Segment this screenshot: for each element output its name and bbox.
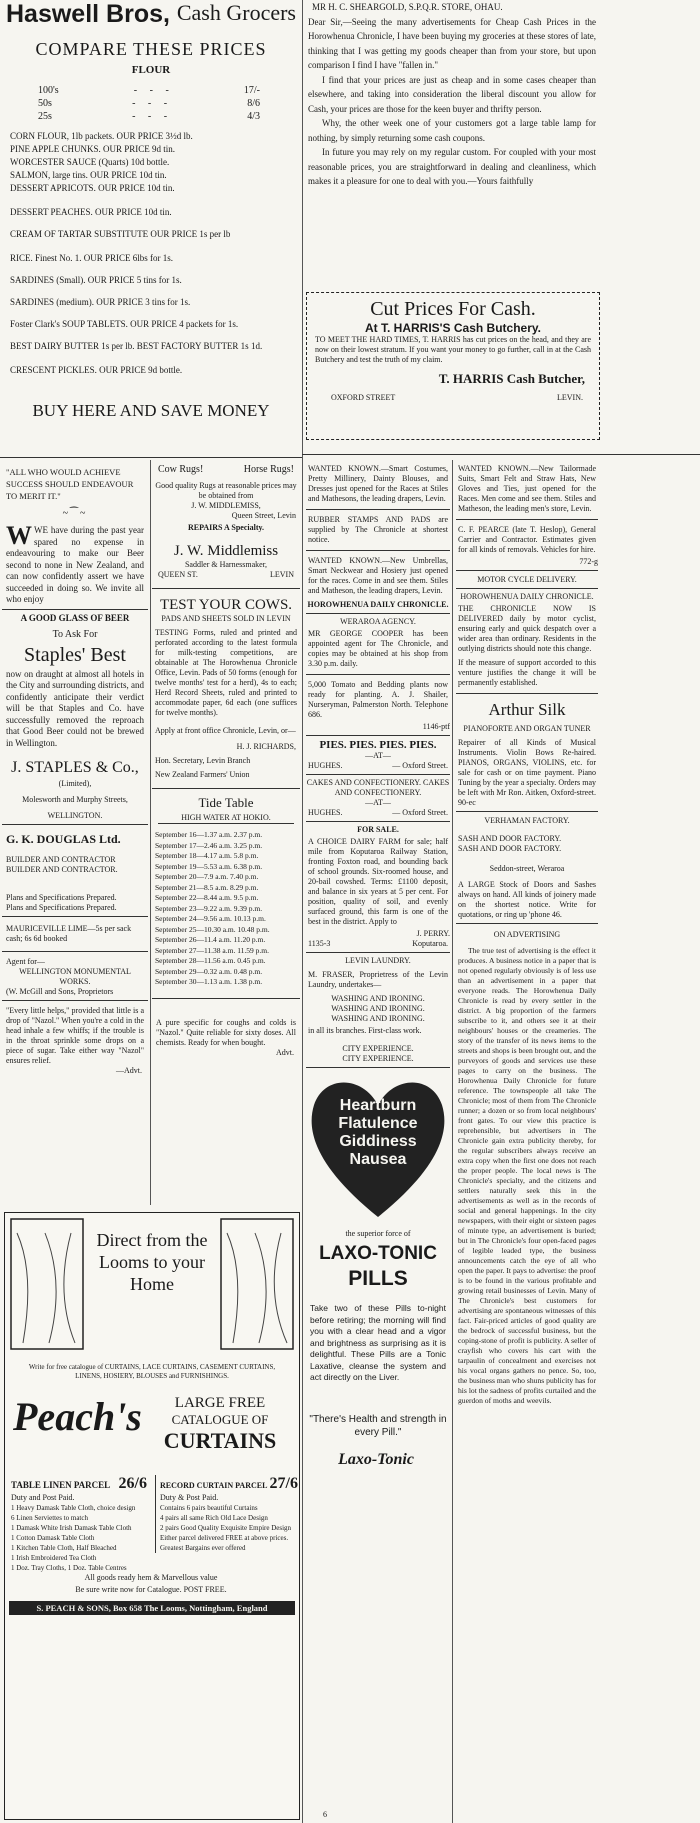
tide-subheading: HIGH WATER AT HOKIO. (158, 813, 294, 824)
tide-row: September 29—0.32 a.m. 0.48 p.m. (155, 966, 263, 976)
tide-row: September 30—1.13 a.m. 1.38 p.m. (155, 977, 263, 986)
price-item: CREAM OF TARTAR SUBSTITUTE OUR PRICE 1s per lb (10, 229, 231, 239)
laundry-experience: CITY EXPERIENCE. (342, 1054, 414, 1063)
factory-line: SASH AND DOOR FACTORY. (458, 844, 562, 853)
laxo-symptom: Flatulence (338, 1115, 418, 1132)
tide-table (152, 830, 300, 988)
harris-town: LEVIN. (557, 393, 583, 402)
column-rule (452, 460, 453, 1823)
flour-row: 25s - - - 4/3 (38, 111, 260, 122)
success-quote: "ALL WHO WOULD ACHIEVE SUCCESS SHOULD ENDEAVOUR TO MERIT IT." (6, 467, 134, 501)
lime-ad: MAURICEVILLE LIME—5s per sack cash; 6s 6d booked (6, 924, 132, 943)
silk-name: Arthur Silk (488, 700, 566, 719)
tide-row: September 28—11.56 a.m. 0.45 p.m. (155, 956, 266, 965)
cows-secretary: Hon. Secretary, Levin Branch (155, 756, 251, 765)
parcel-item: 1 Doz. Tray Cloths, 1 Doz. Table Centres (11, 1564, 127, 1572)
douglas-name: G. K. DOUGLAS Ltd. (6, 832, 121, 846)
price-item: PINE APPLE CHUNKS. OUR PRICE 9d tin. (10, 144, 176, 154)
staples-heading: A GOOD GLASS OF BEER (20, 612, 130, 623)
price-item: RICE. Finest No. 1. OUR PRICE 6lbs for 1s. (10, 253, 174, 263)
peach-goods: All goods ready hem & Marvellous value (84, 1573, 218, 1582)
advertising-body: The true test of advertising is the effect it produces. A business notice in a paper that is not opened regularly obviously is of less use than an advertisement in a paper that everyone reads. The Horowhenua Daily Chronicle is read by every settler in the district. A big proportion of the farmers subscribe to it, and others see it at their neighbours' houses or the creameries. The story of the transfer of its news items to the streets and shops is been brought out, and the purveyors of goods and services use these pages to carry on the business. The Horowhenua Daily Chronicle for future reference. The townspeople all take The Chronicle; most of them from The Chronicle runner; a dozen or so from local neighbours' front gates. To our view this practice is reprehensible, but advertisers in The Chronicle gain extra publicity thereby, for the regular subscribers always receive an extra copy when the first one does not reach the proper people. The local news is The Chronicle's specialty, and the citizens and settlers naturally seek this in the advertisements as well as in the records of social and general happenings. In the city newspapers, with their eight or sixteen pages of minute type, an advertisement is buried; but in The Chronicle's four open-faced pages of legible leaded type, the business announcements catch the eye of all who open the paper. It pays to advertise: the proof is to be found in the various profitable and growing retail businesses of Levin. Many of The Chronicle's best customers for advertising are spontaneous witnesses of this fact. Fair-priced articles of good quality are the bedrock of successful business, but the coping-stone of profit is publicity. A seller of crayfish who covers his cart with the tarpaulin of concealment and exercises not his vocal organs gathers no pence. So, too, the business man who shuns publicity has for his lot the sadness of profits curtailed and the guerdon of moths and weevils. (458, 946, 596, 1405)
letter-address: MR H. C. SHEARGOLD, S.P.Q.R. STORE, OHAU. (312, 2, 503, 12)
column-d (456, 462, 598, 1823)
harris-heading: Cut Prices For Cash. (370, 298, 536, 320)
laxo-name: LAXO-TONIC (319, 1243, 437, 1264)
sale-place: Koputaroa. (412, 939, 448, 948)
agency-body: MR GEORGE COOPER has been appointed agent for The Chronicle, and copies may be obtained at his shop from 3.30 p.m. daily. (308, 629, 448, 668)
laundry-owner: M. FRASER, Proprietress of the Levin Laundry, undertakes— (308, 970, 448, 989)
pies-name: HUGHES. (308, 761, 343, 770)
douglas-plans: Plans and Specifications Prepared. (6, 893, 117, 902)
tide-row: September 20—7.9 a.m. 7.40 p.m. (155, 872, 259, 881)
factory-heading: VERHAMAN FACTORY. (484, 816, 570, 825)
success-body-text: WE have during the past year spared no expense in endeavouring to make our Beer second to none in New Zealand, and can now confidently assert we have succeeded in doing so. We invite all who enjoy (6, 525, 144, 604)
parcel-heading: TABLE LINEN PARCEL (11, 1480, 111, 1490)
peach-curtains: CURTAINS (163, 1428, 277, 1453)
letter-body: Why, the other week one of your customers got a large table lamp for nothing, by simply returning some cash coupons. (308, 118, 596, 143)
cakes-name: HUGHES. (308, 808, 343, 817)
tide-row: September 23—9.22 a.m. 9.39 p.m. (155, 903, 263, 913)
flour-row: 50s - - - 8/6 (38, 98, 260, 109)
rugs-heading: Horse Rugs! (243, 464, 294, 475)
cows-body: TESTING Forms, ruled and printed and perforated according to the latest formula for milk-testing competitions, are obtainable at The Horowhenua Chronicle Office, Levin. Pads of 50 forms (enough for twelve months' test for a herd), 4s to each; Herd Record Sheets, ruled and printed to accommodate paper, 6d each (one suffices for twelve months). (155, 628, 297, 717)
parcel-item: 1 Cotton Damask Table Cloth (11, 1534, 95, 1542)
specific-tag: Advt. (276, 1047, 294, 1057)
douglas-line: BUILDER AND CONTRACTOR. (6, 865, 118, 874)
column-b (152, 462, 300, 1207)
parcel-item: Either parcel delivered FREE at above prices. (160, 1534, 289, 1542)
factory-address: Seddon-street, Weraroa (489, 864, 565, 873)
douglas-plans: Plans and Specifications Prepared. (6, 903, 117, 912)
cows-union: New Zealand Farmers' Union (155, 770, 250, 779)
silk-ref: 90-ec (458, 798, 476, 807)
peach-large: LARGE FREE (174, 1395, 266, 1411)
monumental-agent: Agent for— (6, 957, 45, 966)
agency-sub: WERAROA AGENCY. (340, 617, 416, 626)
tide-row: September 19—5.53 a.m. 6.38 p.m. (155, 861, 263, 871)
rugs-heading: Cow Rugs! (158, 464, 204, 475)
price-item: SALMON, large tins. OUR PRICE 10d tin. (10, 170, 167, 180)
price-item: CORN FLOUR, 1lb packets. OUR PRICE 3½d lb. (10, 131, 193, 141)
price-item: SARDINES (Small). OUR PRICE 5 tins for 1s. (10, 275, 182, 285)
agency-heading: HOROWHENUA DAILY CHRONICLE. (307, 600, 449, 609)
flour-heading: FLOUR (131, 64, 171, 76)
rugs-street: QUEEN ST. (158, 570, 198, 579)
flour-list (2, 76, 300, 123)
tomato-tag: 1146-ptf (422, 722, 450, 731)
specific-ad: A pure specific for coughs and colds is "Nazol." Quite reliable for sixty doses. All chemists. Ready for when bought. (156, 1017, 296, 1047)
advertising-heading: ON ADVERTISING (493, 930, 561, 939)
pies-at: —AT— (365, 751, 391, 760)
parcel-item: 2 pairs Good Quality Exquisite Empire Design (160, 1524, 292, 1532)
staples-body: now on draught at almost all hotels in the City and surrounding districts, and confidently anticipate their verdict will be that Staples and Co. have successfully removed the reproach that Good Beer could not be brewed in Wellington. (6, 668, 144, 748)
nazol-ad: "Every little helps," provided that little is a drop of "Nazol." When you're a cold in the head inhale a few whiffs; if the trouble is in the throat sprinkle some drops on a piece of sugar. Take either way "Nazol" ensures relief. (6, 1006, 144, 1065)
ornament: ~⁀~ (62, 508, 88, 519)
parcel-item: 1 Damask White Irish Damask Table Cloth (11, 1524, 132, 1532)
sale-name: J. PERRY. (416, 929, 450, 938)
harris-street: OXFORD STREET (331, 393, 396, 402)
cows-apply: Apply at front office Chronicle, Levin, or— (155, 726, 296, 735)
tide-row: September 26—11.4 a.m. 11.20 p.m. (155, 935, 266, 944)
motor-body: If the measure of support accorded to this venture justifies the change it will be permanently established. (458, 658, 596, 687)
staples-ltd: (Limited), (58, 779, 92, 788)
cakes-heading: CAKES AND CONFECTIONERY. CAKES AND CONFECTIONERY. (306, 778, 450, 797)
price-item: Foster Clark's SOUP TABLETS. OUR PRICE 4 packets for 1s. (10, 319, 239, 329)
laxo-symptom: Giddiness (339, 1133, 417, 1150)
silk-body: Repairer of all Kinds of Musical Instruments. Violin Bows Re-haired. PIANOS, ORGANS, VIOLINS, etc. for sale for cash or on time payment. Piano Tuning by the year a specialty. Orders may be left with Mr Ron. Aitken, Oxford-street. (458, 738, 596, 797)
parcel-sub: Duty and Post Paid. (11, 1493, 75, 1502)
laundry-heading: LEVIN LAUNDRY. (345, 956, 411, 965)
success-body: WWE have during the past year spared no expense in endeavouring to make our Beer second to none in New Zealand, and can now confidently assert we have succeeded in doing so. We invite all who enjoy (6, 521, 144, 604)
cakes-street: — Oxford Street. (392, 808, 448, 817)
tide-row: September 21—8.5 a.m. 8.29 p.m. (155, 882, 259, 892)
harris-ad (306, 292, 600, 440)
harris-subheading: At T. HARRIS'S Cash Butchery. (365, 321, 541, 335)
tide-row: September 17—2.46 a.m. 3.25 p.m. (155, 840, 263, 850)
factory-line: SASH AND DOOR FACTORY. (458, 834, 562, 843)
rugs-firm: J. W. Middlemiss (173, 543, 279, 559)
rugs-trade: Saddler & Harnessmaker, (184, 560, 268, 569)
laundry-line: WASHING AND IRONING. (331, 1014, 425, 1023)
pearce-ad: C. F. PEARCE (late T. Heslop), General Carrier and Contractor. Estimates given for all kinds of removals. Vehicles for hire. (458, 525, 596, 554)
rugs-repairs: REPAIRS A Specialty. (187, 523, 265, 532)
price-item: SARDINES (medium). OUR PRICE 3 tins for 1s. (10, 297, 191, 307)
peach-firm: S. PEACH & SONS, Box 658 The Looms, Nottingham, England (9, 1601, 295, 1615)
parcel-price: 26/6 (118, 1475, 147, 1492)
peach-body: Write for free catalogue of CURTAINS, LACE CURTAINS, CASEMENT CURTAINS, LINENS, HOSIERY, BLOUSES and FURNISHINGS. (28, 1363, 276, 1380)
price-item: WORCESTER SAUCE (Quarts) 10d bottle. (10, 157, 170, 167)
haswell-ad (2, 0, 300, 455)
pies-heading: PIES. PIES. PIES. PIES. (319, 739, 437, 751)
sale-heading: FOR SALE. (357, 825, 399, 834)
parcel-item: 1 Kitchen Table Cloth, Half Bleached (11, 1544, 117, 1552)
sale-ref: 1135-3 (308, 939, 331, 948)
monumental-name: WELLINGTON MONUMENTAL WORKS. (19, 967, 131, 986)
column-rule (302, 0, 303, 1823)
laxo-body: Take two of these Pills to-night before retiring; the morning will find you with a clear head and a vigor and brightness as surprising as it is delightful. These Pills are a Tonic Laxative, cleanse the system and act directly on the Liver. (310, 1303, 446, 1382)
silk-trade: PIANOFORTE AND ORGAN TUNER (463, 724, 591, 733)
compare-heading: COMPARE THESE PRICES (35, 39, 267, 59)
staples-address: Molesworth and Murphy Streets, (22, 795, 128, 804)
tide-heading: Tide Table (198, 795, 254, 810)
staples-city: WELLINGTON. (47, 811, 103, 820)
rubber-stamps-ad: RUBBER STAMPS AND PADS are supplied by The Chronicle at shortest notice. (308, 515, 448, 544)
sheargold-letter (308, 0, 596, 285)
letter-body: I find that your prices are just as cheap and in some cases cheaper than elsewhere, and taking into consideration the liberal discount you allow for Cash, your prices are those for the keen buyer and thrifty person. (308, 74, 596, 114)
parcel-item: 1 Irish Embroidered Tea Cloth (11, 1554, 97, 1562)
motor-body: THE CHRONICLE NOW IS DELIVERED daily by motor cyclist, ensuring early and quick despatch over a wider area than ordinary. Residents in the outlying districts should note this change. (458, 604, 596, 653)
staples-ask: To Ask For (52, 628, 98, 640)
letter-body: Dear Sir,—Seeing the many advertisements for Cheap Cash Prices in the Horowhenua Chronicle, I have been buying my groceries at these stores of late, thinking that I was getting my goods cheaper than from your store, but upon comparison I find I have "fallen in." (308, 16, 596, 70)
parcel-item: 6 Linen Serviettes to match (11, 1514, 88, 1522)
cows-subheading: PADS AND SHEETS SOLD IN LEVIN (161, 614, 291, 623)
parcel-heading: RECORD CURTAIN PARCEL (160, 1481, 268, 1490)
peach-ad (4, 1212, 300, 1820)
tide-row: September 16—1.37 a.m. 2.37 p.m. (155, 830, 263, 839)
price-item: DESSERT APRICOTS. OUR PRICE 10d tin. (10, 183, 175, 193)
motor-heading: MOTOR CYCLE DELIVERY. (477, 575, 577, 584)
parcel-item: 1 Heavy Damask Table Cloth, choice design (11, 1504, 136, 1512)
douglas-line: BUILDER AND CONTRACTOR (6, 855, 116, 864)
price-item: BEST DAIRY BUTTER 1s per lb. BEST FACTORY BUTTER 1s 1d. (10, 341, 263, 351)
flour-row: 100's - - - 17/- (38, 85, 260, 96)
tide-row: September 25—10.30 a.m. 10.48 p.m. (155, 924, 270, 934)
monumental-owner: (W. McGill and Sons, Proprietors (6, 987, 114, 996)
haswell-name: Haswell Bros, (6, 0, 170, 28)
laundry-line: WASHING AND IRONING. (331, 994, 425, 1003)
tide-row: September 27—11.38 a.m. 11.59 p.m. (155, 945, 270, 955)
nazol-tag: —Advt. (116, 1066, 142, 1075)
parcel-item: 4 pairs all same Rich Old Lace Design (160, 1514, 268, 1522)
letter-body: In future you may rely on my regular custom. For coupled with your most reasonable prices, you are straightforward in dealing and cleanliness, which makes it a pleasure for one to deal with you.—Yours faithfully (308, 147, 596, 186)
peach-catalogue: CATALOGUE OF (171, 1412, 269, 1427)
haswell-slogan: BUY HERE AND SAVE MONEY (32, 401, 270, 420)
parcel-sub: Duty & Post Paid. (160, 1493, 219, 1502)
price-item: DESSERT PEACHES. OUR PRICE 10d tin. (10, 207, 172, 217)
haswell-tagline: Cash Grocers (176, 0, 296, 25)
laxo-symptom: Nausea (349, 1151, 407, 1168)
price-list (2, 123, 300, 385)
sale-body: A CHOICE DAIRY FARM for sale; half mile from Koputaroa Railway Station, fronting Foxton road, and bounding back of school grounds. Six-roomed house, and 20-bail cowshed. Terms: £1100 deposit, and balance in six years at 5 per cent. For position, quality of soil, and evenly surfaced ground, this farm is one of the best in the district. Apply to (308, 837, 448, 926)
motor-subheading: HOROWHENUA DAILY CHRONICLE. (460, 592, 594, 601)
peach-order: Be sure write now for Catalogue. POST FREE. (75, 1585, 227, 1594)
rugs-body: Good quality Rugs at reasonable prices may be obtained from (155, 481, 297, 500)
tide-row: September 18—4.17 a.m. 5.8 p.m. (155, 851, 259, 860)
rugs-town: LEVIN (270, 570, 294, 579)
laundry-experience: CITY EXPERIENCE. (342, 1044, 414, 1053)
tide-row: September 22—8.44 a.m. 9.5 p.m. (155, 893, 259, 902)
pearce-tag: 772-g (579, 557, 598, 566)
column-c (306, 462, 450, 1823)
tomato-ad: 5,000 Tomato and Bedding plants now ready for planting. A. J. Shailer, Nurseryman, Palmerston North. Telephone 686. (308, 680, 448, 719)
laxo-logo: Laxo-Tonic (338, 1451, 414, 1468)
harris-name: T. HARRIS Cash Butcher, (438, 371, 585, 386)
page-number: 6 (323, 1810, 327, 1819)
rugs-name: J. W. MIDDLEMISS, (191, 501, 261, 510)
wanted-ad: WANTED KNOWN.—Smart Costumes, Pretty Millinery, Dainty Blouses, and Dresses just opened for the Races at Stiles and Mathesons, the leading drapers, Levin. (308, 464, 448, 503)
laxo-symptom: Heartburn (339, 1097, 417, 1114)
parcel-item: Contains 6 pairs beautiful Curtains (160, 1504, 258, 1512)
laxo-motto: "There's Health and strength in every Pill." (309, 1414, 447, 1438)
laxo-ad (306, 1071, 450, 1671)
pies-street: — Oxford Street. (392, 761, 448, 770)
parcel-item: Greatest Bargains ever offered (160, 1544, 246, 1552)
laundry-branches: in all its branches. First-class work. (308, 1026, 422, 1035)
tide-row: September 24—9.56 a.m. 10.13 p.m. (155, 914, 266, 923)
peach-brand: Peach's (13, 1394, 142, 1439)
peach-direct: Direct from the Looms to your Home (96, 1230, 208, 1294)
column-rule (150, 460, 151, 1205)
laundry-line: WASHING AND IRONING. (331, 1004, 425, 1013)
wanted-ad: WANTED KNOWN.—New Tailormade Suits, Smart Felt and Straw Hats, New Gloves and Ties, just opened for the Races. Men come and see them. Stiles and Matheson, the leading men's store, Levin. (458, 464, 596, 513)
cows-name: H. J. RICHARDS, (236, 742, 296, 751)
parcel-price: 27/6 (269, 1475, 298, 1492)
staples-brand: Staples' Best (24, 643, 126, 666)
cows-heading: TEST YOUR COWS. (159, 597, 293, 613)
factory-body: A LARGE Stock of Doors and Sashes always on hand. All kinds of joinery made on the shortest notice. Write for quotations, or ring up 'phone 46. (458, 880, 596, 919)
staples-firm: J. STAPLES & Co., (11, 759, 139, 776)
laxo-superior: the superior force of (345, 1229, 411, 1238)
column-a (2, 462, 148, 1207)
wanted-ad: WANTED KNOWN.—New Umbrellas, Smart Neckwear and Hosiery just opened for the races. Come in and see them. Stiles and Matheson, the leading drapers, Levin. (308, 556, 448, 595)
harris-body: TO MEET THE HARD TIMES, T. HARRIS has cut prices on the head, and they are now on their lowest stratum. If you want your money to go further, call in at the Cash Butchery and test the truth of my claim. (315, 335, 591, 364)
laxo-pills: PILLS (348, 1267, 408, 1290)
rugs-address: Queen Street, Levin (231, 511, 296, 520)
cakes-at: —AT— (365, 798, 391, 807)
price-item: CRESCENT PICKLES. OUR PRICE 9d bottle. (10, 365, 183, 375)
